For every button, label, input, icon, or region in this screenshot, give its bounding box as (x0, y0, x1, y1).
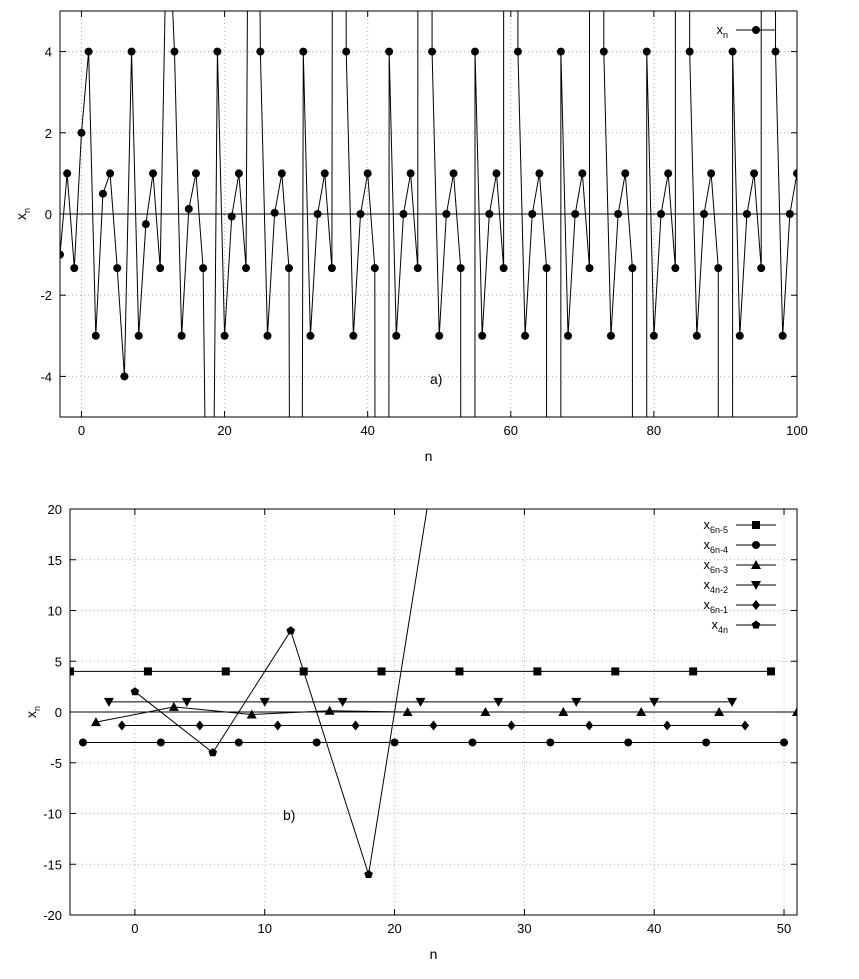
data-point-x_n (607, 332, 615, 340)
data-point-x_6n-4 (546, 738, 554, 746)
data-point-x_6n-5 (767, 667, 775, 675)
x-tick-label: 20 (387, 921, 402, 936)
y-tick-label: 5 (54, 654, 62, 670)
legend-label-x_6n-5 (703, 517, 728, 535)
data-point-x_n (85, 48, 93, 56)
data-point-x_6n-5 (144, 667, 152, 675)
data-point-x_n (77, 129, 85, 137)
data-point-x_n (693, 332, 701, 340)
legend-label-x_6n-4-sub: 6n-4 (709, 545, 728, 555)
legend-label-x_6n-1-base: x (703, 597, 710, 612)
legend-label-x_6n-5-base: x (703, 517, 710, 532)
panel-b-chart (23, 387, 802, 962)
x-tick-label: 0 (131, 921, 139, 936)
data-point-x_n (650, 332, 658, 340)
legend-label-x_4n-2 (703, 577, 728, 595)
data-point-x_n (521, 332, 529, 340)
data-point-x_n (321, 169, 329, 177)
data-point-x_6n-1 (507, 721, 515, 731)
data-point-x_4n (131, 687, 140, 695)
data-point-x_6n-1 (118, 721, 126, 731)
data-point-x_6n-5 (533, 667, 541, 675)
data-point-x_n (285, 264, 293, 272)
data-point-x_n (450, 169, 458, 177)
panel-a-legend (716, 22, 776, 40)
x-tick-label: 30 (517, 921, 532, 936)
legend-label-x_6n-1 (703, 597, 728, 615)
legend-label-x_n-base: x (716, 22, 723, 37)
data-point-x_6n-5 (222, 667, 230, 675)
data-point-x_4n (286, 626, 295, 634)
data-point-x_n (779, 332, 787, 340)
legend-label-x_6n-4 (703, 537, 728, 555)
data-point-x_6n-4 (624, 738, 632, 746)
y-tick-label: -20 (43, 908, 62, 923)
y-tick-label: 0 (44, 207, 52, 222)
x-tick-label: 20 (217, 423, 232, 438)
data-point-x_n (256, 48, 264, 56)
data-point-x_n (357, 210, 365, 218)
data-point-x_6n-4 (313, 738, 321, 746)
data-point-x_n (571, 210, 579, 218)
data-point-x_6n-4 (702, 738, 710, 746)
data-point-x_n (435, 332, 443, 340)
legend-label-x_6n-3-base: x (703, 557, 710, 572)
data-point-x_n (306, 332, 314, 340)
legend-label-x_4n-base: x (711, 617, 718, 632)
data-point-x_6n-4 (780, 738, 788, 746)
data-point-x_n (686, 48, 694, 56)
data-point-x_n (149, 169, 157, 177)
data-point-x_6n-5 (689, 667, 697, 675)
data-point-x_n (199, 264, 207, 272)
legend-label-x_4n-sub: 4n (717, 625, 728, 635)
data-point-x_n (707, 169, 715, 177)
data-point-x_n (543, 264, 551, 272)
data-point-x_n (156, 264, 164, 272)
data-point-x_n (471, 48, 479, 56)
panel-b-plot-area (66, 387, 802, 878)
data-point-x_n (99, 190, 107, 198)
data-point-x_n (192, 169, 200, 177)
data-point-x_n (70, 264, 78, 272)
data-point-x_6n-1 (585, 721, 593, 731)
data-point-x_6n-4 (79, 738, 87, 746)
series-line-x_6n-3 (96, 707, 797, 722)
data-point-x_4n (364, 870, 373, 878)
legend-label-x_n (716, 22, 728, 40)
data-point-x_n (185, 205, 193, 213)
data-point-x_n (142, 220, 150, 228)
data-point-x_n (407, 169, 415, 177)
legend-label-x_4n-2-base: x (703, 577, 710, 592)
data-point-x_n (299, 48, 307, 56)
data-point-x_n (786, 210, 794, 218)
data-point-x_n (92, 332, 100, 340)
data-point-x_n (657, 210, 665, 218)
data-point-x_n (128, 48, 136, 56)
data-point-x_n (528, 210, 536, 218)
y-tick-label: 2 (44, 125, 52, 141)
x-axis-label: n (429, 946, 438, 962)
data-point-x_6n-5 (455, 667, 463, 675)
data-point-x_n (271, 209, 279, 217)
data-point-x_n (349, 332, 357, 340)
legend-marker-x_6n-5 (752, 521, 760, 529)
data-point-x_n (399, 210, 407, 218)
data-point-x_n (314, 210, 322, 218)
data-point-x_n (628, 264, 636, 272)
y-tick-label: -2 (40, 288, 52, 304)
data-point-x_n (63, 169, 71, 177)
data-point-x_n (371, 264, 379, 272)
data-point-x_n (564, 332, 572, 340)
y-axis-label-text-base: x (23, 711, 39, 719)
y-tick-label: -10 (43, 806, 62, 822)
data-point-x_n (228, 213, 236, 221)
x-tick-label: 80 (646, 423, 662, 438)
data-point-x_n (557, 48, 565, 56)
data-point-x_n (743, 210, 751, 218)
data-point-x_n (578, 169, 586, 177)
data-point-x_n (342, 48, 350, 56)
panel-b-legend (703, 517, 776, 635)
data-point-x_n (264, 332, 272, 340)
data-point-x_n (442, 210, 450, 218)
y-axis-label-text-sub: n (32, 705, 42, 712)
series-line-x_n (60, 0, 797, 979)
y-tick-label: -4 (40, 369, 52, 385)
data-point-x_n (757, 264, 765, 272)
y-tick-label: 10 (47, 603, 62, 619)
data-point-x_n (364, 169, 372, 177)
data-point-x_n (414, 264, 422, 272)
data-point-x_n (221, 332, 229, 340)
legend-label-x_6n-3-sub: 6n-3 (709, 565, 728, 575)
panel-b-label: b) (283, 807, 296, 823)
data-point-x_6n-3 (169, 702, 179, 711)
x-tick-label: 40 (360, 423, 375, 438)
y-axis-label-text-sub: n (22, 207, 32, 214)
x-tick-label: 100 (786, 423, 808, 438)
data-point-x_n (614, 210, 622, 218)
data-point-x_n (500, 264, 508, 272)
data-point-x_6n-1 (274, 721, 282, 731)
data-point-x_n (170, 48, 178, 56)
data-point-x_n (671, 264, 679, 272)
legend-label-x_6n-3 (703, 557, 728, 575)
legend-label-x_4n (711, 617, 728, 635)
x-tick-label: 60 (503, 423, 519, 438)
legend-label-x_n-sub: n (722, 30, 728, 40)
data-point-x_n (385, 48, 393, 56)
data-point-x_n (235, 169, 243, 177)
legend-marker-x_6n-4 (752, 541, 760, 549)
data-point-x_n (328, 264, 336, 272)
y-axis-label-text (13, 208, 32, 220)
y-tick-label: 20 (47, 502, 62, 517)
panel-a-label: a) (430, 371, 443, 387)
data-point-x_n (106, 169, 114, 177)
legend-marker-x_4n (752, 621, 761, 629)
data-point-x_6n-1 (741, 721, 749, 731)
data-point-x_n (135, 332, 143, 340)
legend-marker-x_n (752, 26, 760, 34)
data-point-x_n (113, 264, 121, 272)
y-axis-label-text (23, 706, 42, 718)
data-point-x_6n-4 (391, 738, 399, 746)
data-point-x_n (485, 210, 493, 218)
data-point-x_n (750, 169, 758, 177)
data-point-x_6n-4 (157, 738, 165, 746)
data-point-x_n (600, 48, 608, 56)
x-tick-label: 50 (776, 921, 792, 936)
x-tick-label: 10 (257, 921, 272, 936)
data-point-x_n (457, 264, 465, 272)
data-point-x_n (621, 169, 629, 177)
panel-a-chart (13, 0, 808, 979)
data-point-x_6n-1 (430, 721, 438, 731)
data-point-x_n (729, 48, 737, 56)
data-point-x_n (478, 332, 486, 340)
y-axis-label (23, 706, 42, 718)
panel-a-plot-area (56, 0, 801, 979)
data-point-x_n (535, 169, 543, 177)
legend-label-x_6n-5-sub: 6n-5 (709, 525, 728, 535)
data-point-x_n (643, 48, 651, 56)
data-point-x_n (213, 48, 221, 56)
data-point-x_6n-1 (663, 721, 671, 731)
y-tick-label: -15 (43, 857, 62, 873)
data-point-x_n (178, 332, 186, 340)
y-axis-label-text-base: x (13, 213, 29, 221)
data-point-x_6n-5 (378, 667, 386, 675)
data-point-x_n (714, 264, 722, 272)
data-point-x_n (428, 48, 436, 56)
data-point-x_6n-3 (325, 706, 335, 715)
data-point-x_6n-5 (611, 667, 619, 675)
legend-label-x_6n-4-base: x (703, 537, 710, 552)
legend-label-x_4n-2-sub: 4n-2 (709, 585, 728, 595)
data-point-x_n (120, 372, 128, 380)
y-axis-label (13, 208, 32, 220)
data-point-x_n (392, 332, 400, 340)
y-tick-label: 0 (54, 705, 62, 720)
data-point-x_4n (209, 748, 218, 756)
data-point-x_6n-4 (468, 738, 476, 746)
y-tick-label: -5 (50, 755, 62, 771)
legend-label-x_6n-1-sub: 6n-1 (709, 605, 728, 615)
legend-marker-x_6n-1 (752, 600, 760, 610)
data-point-x_n (772, 48, 780, 56)
data-point-x_n (278, 169, 286, 177)
data-point-x_n (700, 210, 708, 218)
data-point-x_n (664, 169, 672, 177)
data-point-x_n (736, 332, 744, 340)
y-tick-label: 15 (47, 552, 62, 568)
x-tick-label: 0 (77, 423, 86, 438)
data-point-x_6n-4 (235, 738, 243, 746)
data-point-x_6n-1 (196, 721, 204, 731)
x-tick-label: 40 (646, 921, 662, 936)
y-tick-label: 4 (44, 44, 52, 60)
data-point-x_n (514, 48, 522, 56)
data-point-x_n (242, 264, 250, 272)
data-point-x_n (585, 264, 593, 272)
data-point-x_n (492, 169, 500, 177)
x-axis-label: n (424, 448, 433, 464)
data-point-x_6n-1 (352, 721, 360, 731)
